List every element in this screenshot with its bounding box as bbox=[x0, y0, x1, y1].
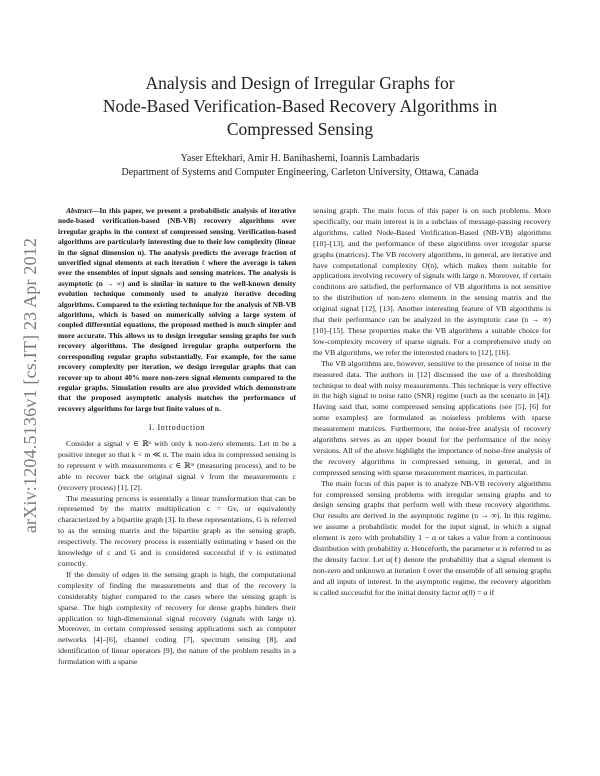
abstract-label: Abstract bbox=[66, 206, 92, 215]
abstract bbox=[58, 206, 296, 414]
author-block bbox=[48, 152, 552, 180]
left-column bbox=[58, 206, 296, 668]
paper-title bbox=[48, 72, 552, 141]
intro-paragraph-2: The measuring process is essentially a linear transformation that can be represented by the matrix multiplication c = Gv, or equivalently characterized by a bipartite graph [3]. In these representations, G is referred to as the sensing matrix and the bipartite graph as the sensing graph, respectively. The recovery process is essentially estimating v based on the knowledge of c and G and is considered successful if v is estimated correctly. bbox=[58, 493, 296, 568]
author-names: Yaser Eftekhari, Amir H. Banihashemi, Ioannis Lambadaris bbox=[180, 153, 420, 164]
intro-paragraph-1: Consider a signal v ∈ ℝⁿ with only k non-zero elements. Let m be a positive integer so that k < m ≪ n. The main idea in compressed sensing is to represent v with measurements c ∈ ℝᵐ (measuring process), and to be able to recover back the original signal v from the measurements c (recovery process) [1], [2]. bbox=[58, 439, 296, 492]
intro-paragraph-3: If the density of edges in the sensing graph is high, the computational complexity of finding the measurements and that of the recovery is considerably higher compared to the cases where the sensing graph is sparse. The high complexity of recovery for dense graphs hinders their application to high-dimensional signal recovery (signals with large n). Moreover, in certain compressed sensing applications such as computer networks [4]–[6], channel coding [7], spectrum sensing [8], and identification of linear operators [9], the nature of the problem results in a formulation with a sparse bbox=[58, 569, 296, 667]
right-column bbox=[313, 206, 551, 599]
title-line-1: Analysis and Design of Irregular Graphs for bbox=[145, 73, 455, 93]
abstract-text: —In this paper, we present a probabilistic analysis of iterative node-based verification-based (NB-VB) recovery algorithms over irregular graphs in the context of compressed sensing. Verification-based algorithms are particularly interesting due to their low complexity (linear in the signal dimension n). The analysis predicts the average fraction of unverified signal elements at each iteration ℓ where the average is taken over the ensembles of input signals and sensing matrices. The analysis is asymptotic (n → ∞) and is similar in nature to the well-known density evolution technique commonly used to analyze iterative decoding algorithms. Compared to the existing technique for the analysis of NB-VB algorithms, which is based on numerically solving a large system of coupled differential equations, the proposed method is much simpler and more accurate. This allows us to design irregular sensing graphs for such recovery algorithms. The designed irregular graphs outperform the corresponding regular graphs substantially. For example, for the same recovery complexity per iteration, we design irregular graphs that can recover up to about 40% more non-zero signal elements compared to the regular graphs. Simulation results are also provided which demonstrate that the proposed asymptotic analysis matches the performance of recovery algorithms for large but finite values of n. bbox=[58, 206, 296, 413]
right-paragraph-2: The VB algorithms are, however, sensitive to the presence of noise in the measured data. The authors in [12] discussed the use of a thresholding technique to deal with noisy measurements. This technique is very effective in the high signal to noise ratio (SNR) regime (such as the scenario in [4]). Having said that, some compressed sensing applications (see [5], [6] for some examples) are formulated as noiseless problems with sparse measurement matrices. Furthermore, the noise-free analysis of recovery algorithms serves as an upper bound for the performance of the noisy versions. All of the above highlight the importance of noise-free analysis of the recovery algorithms in compressed sensing, in general, and in compressed sensing with sparse measurement matrices, in particular. bbox=[313, 358, 551, 477]
arxiv-identifier-stamp bbox=[20, 175, 42, 595]
right-paragraph-1: sensing graph. The main focus of this paper is on such problems. More specifically, our main interest is in a subclass of message-passing recovery algorithms, called Node-Based Verification-Based (NB-VB) algorithms [10]–[13], and the performance of these algorithms over irregular sparse graphs (matrices). The VB recovery algorithms, in general, are iterative and have computational complexity O(n), which makes them suitable for applications involving recovery of signals with large n. Moreover, if certain conditions are satisfied, the performance of VB algorithms is not sensitive to the distribution of non-zero elements in the sensing matrix and the original signal [12], [13]. Another interesting feature of VB algorithms is that their performance can be analyzed in the asymptotic case (n → ∞) [10]–[15]. These properties make the VB algorithms a suitable choice for low-complexity recovery of sparse signals. For a comprehensive study on the VB algorithms, we refer the interested readers to [12], [16]. bbox=[313, 206, 551, 357]
arxiv-identifier-text: arXiv:1204.5136v1 [cs.IT] 23 Apr 2012 bbox=[20, 237, 41, 533]
author-affiliation: Department of Systems and Computer Engineering, Carleton University, Ottawa, Canada bbox=[121, 167, 479, 178]
section-heading-introduction: I. Introduction bbox=[148, 423, 206, 433]
title-line-3: Compressed Sensing bbox=[226, 119, 374, 139]
right-paragraph-3: The main focus of this paper is to analyze NB-VB recovery algorithms for compressed sensing problems with irregular sensing graphs and to design sensing graphs that perform well with these recovery algorithms. Our results are derived in the asymptotic regime (n → ∞). In this regime, we assume a probabilistic model for the input signal, in which a signal element is zero with probability 1 − α or takes a value from a continuous distribution with probability α. Henceforth, the parameter α is referred to as the density factor. Let α(ℓ) denote the probability that a signal element is non-zero and unknown at iteration ℓ over the ensemble of all sensing graphs and all inputs of interest. In the asymptotic regime, the recovery algorithm is called successful for the initial density factor α(0) = α if bbox=[313, 478, 552, 597]
title-line-2: Node-Based Verification-Based Recovery Algorithms in bbox=[102, 96, 498, 116]
